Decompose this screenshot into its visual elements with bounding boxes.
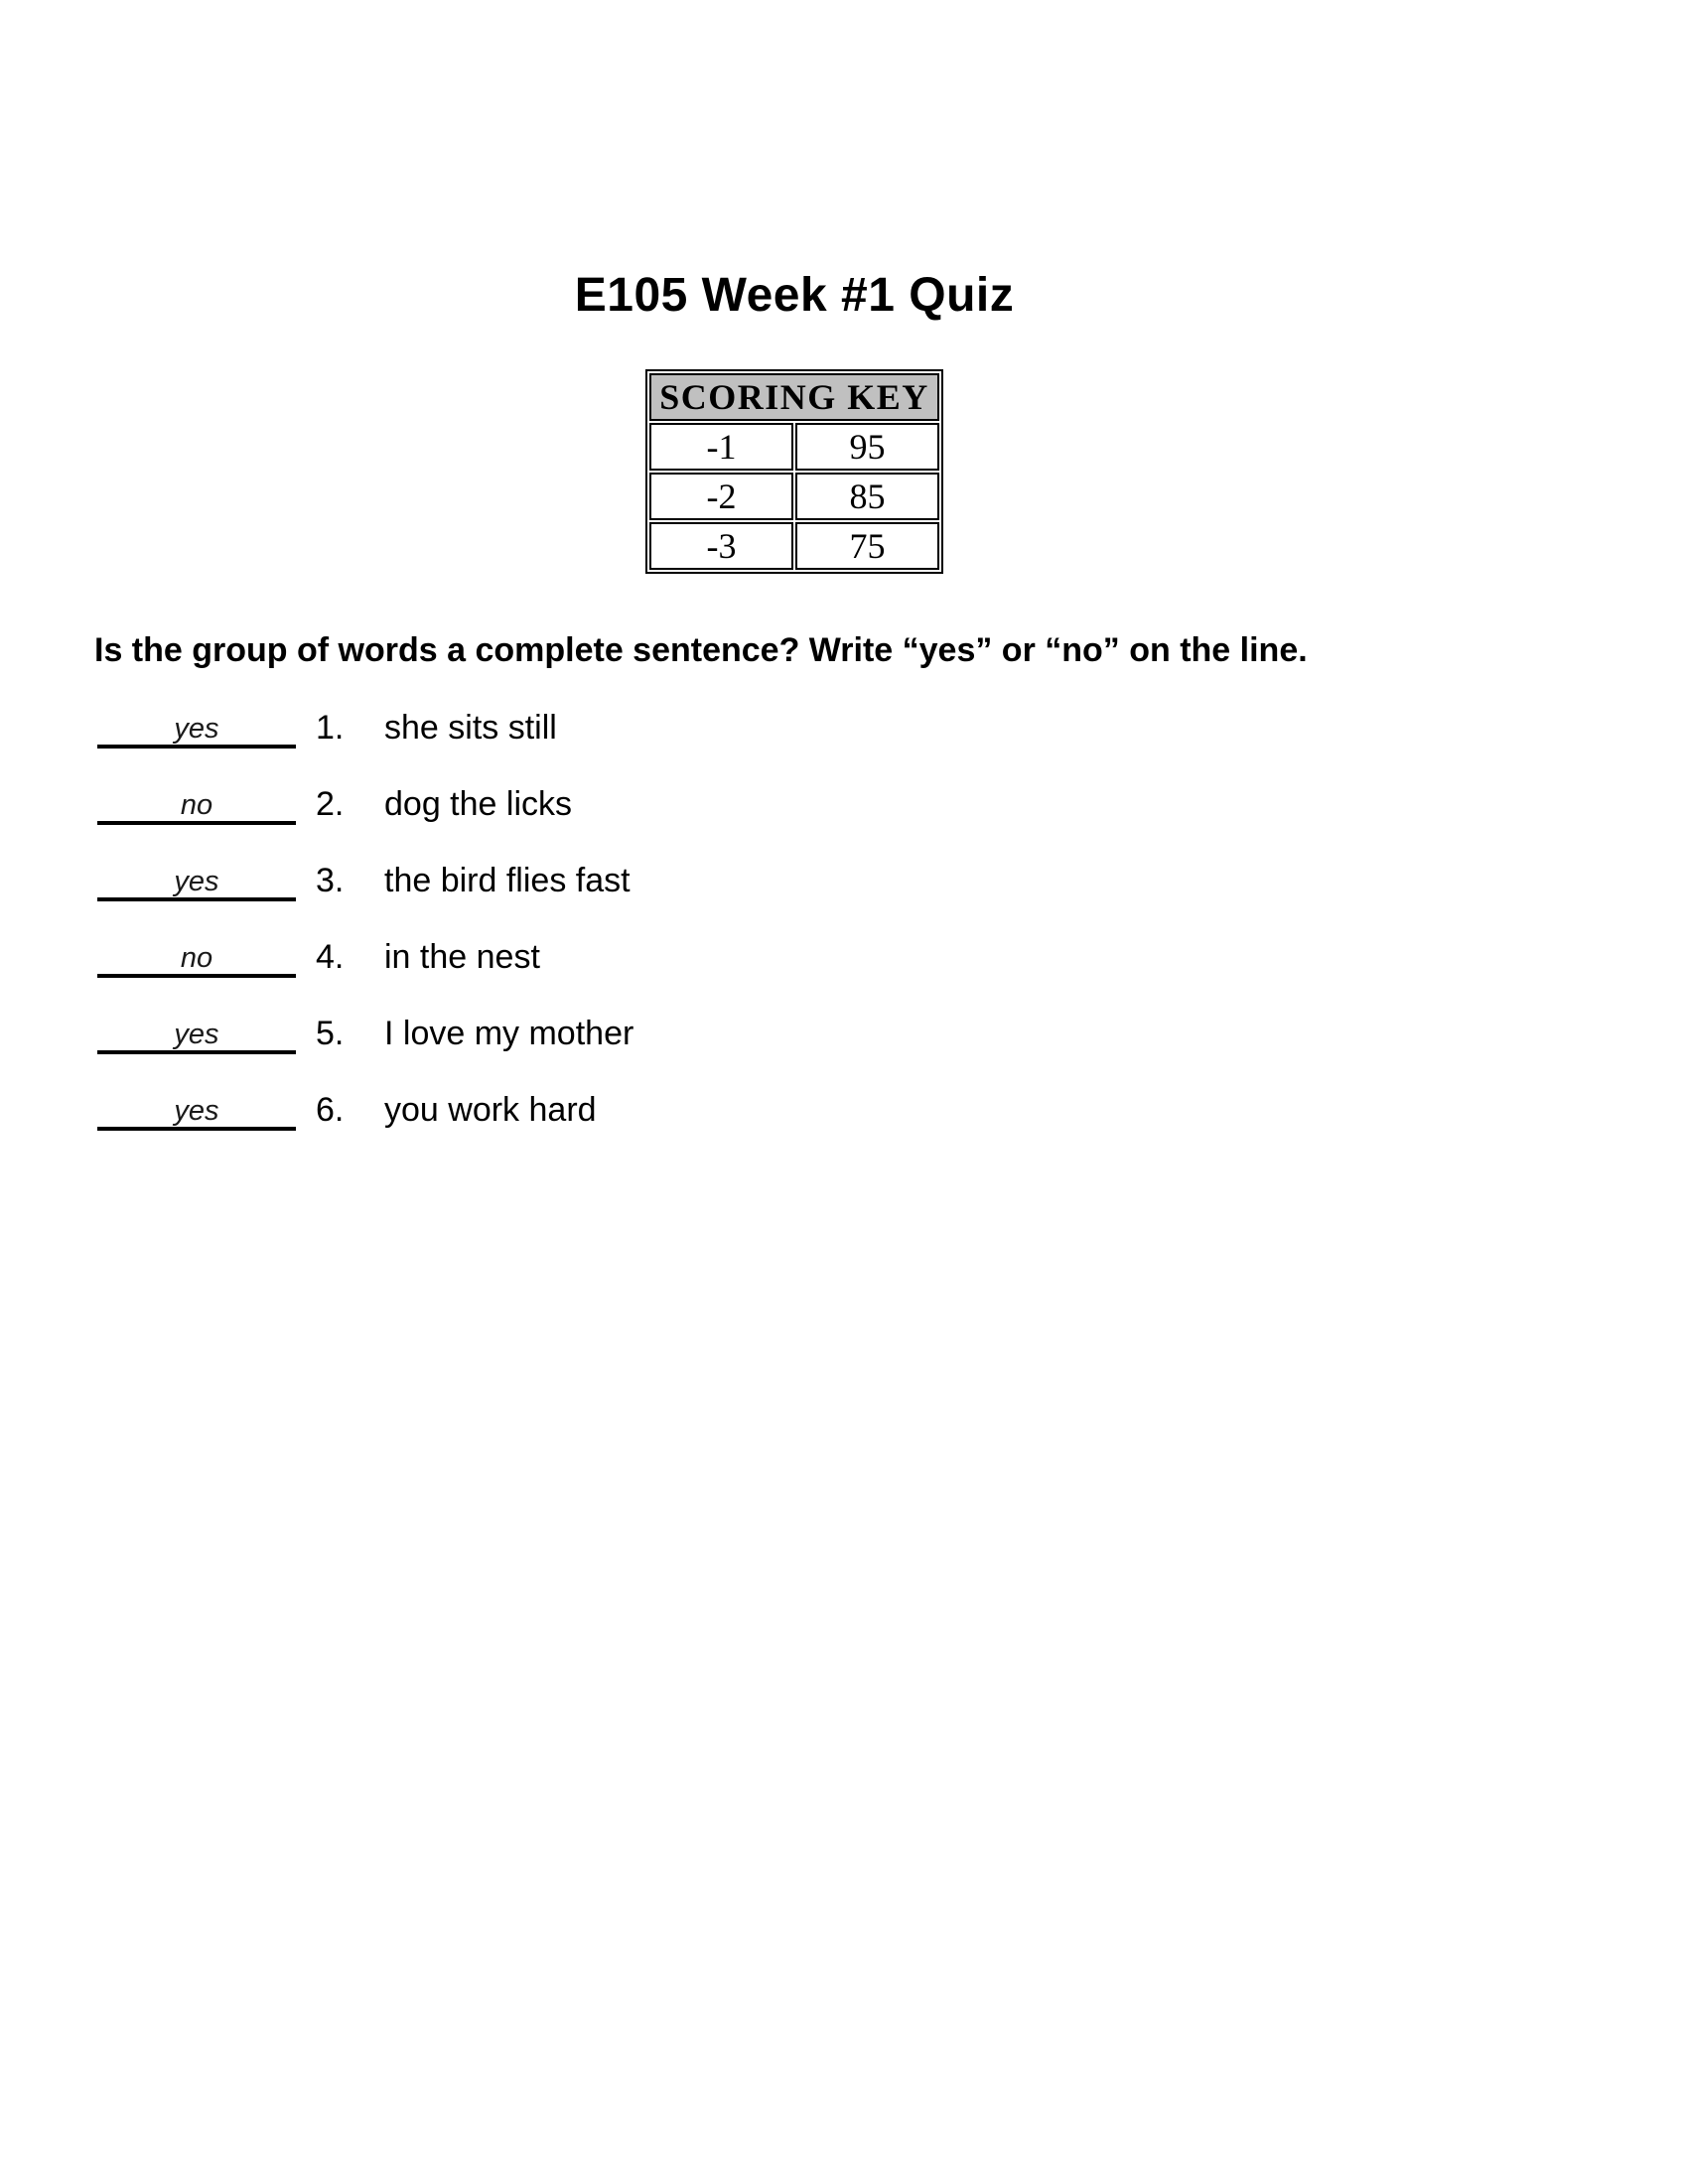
question-text: I love my mother <box>384 1015 634 1052</box>
deduction-cell: -1 <box>649 423 793 471</box>
question-number: 1. <box>316 709 345 747</box>
page-title: E105 Week #1 Quiz <box>574 269 1015 322</box>
question-number: 3. <box>316 862 345 899</box>
quiz-item-3 <box>97 860 631 901</box>
answer-line <box>97 783 296 825</box>
quiz-item-2 <box>97 783 572 825</box>
quiz-item-5 <box>97 1013 633 1054</box>
quiz-item-6 <box>97 1089 597 1131</box>
scoring-key-table <box>645 369 943 574</box>
question-number: 2. <box>316 785 345 823</box>
answer-line <box>97 1013 296 1054</box>
quiz-item-4 <box>97 936 540 978</box>
question-text: dog the licks <box>384 785 572 823</box>
table-row <box>649 423 939 471</box>
answer-text: yes <box>174 1095 219 1127</box>
question-text: she sits still <box>384 709 557 747</box>
question-number: 4. <box>316 938 345 976</box>
scoring-key-header-row <box>649 373 939 421</box>
table-row <box>649 522 939 570</box>
deduction-cell: -2 <box>649 473 793 520</box>
question-number: 6. <box>316 1091 345 1129</box>
question-text: you work hard <box>384 1091 597 1129</box>
score-cell: 75 <box>795 522 939 570</box>
answer-line <box>97 1089 296 1131</box>
answer-text: no <box>180 942 213 974</box>
answer-text: yes <box>174 713 219 745</box>
question-number: 5. <box>316 1015 345 1052</box>
scoring-key-header: SCORING KEY <box>649 373 939 421</box>
question-text: in the nest <box>384 938 540 976</box>
answer-line <box>97 707 296 749</box>
score-cell: 85 <box>795 473 939 520</box>
deduction-cell: -3 <box>649 522 793 570</box>
answer-text: yes <box>174 866 219 897</box>
instruction-text: Is the group of words a complete sentence? Write “yes” or “no” on the line. <box>94 631 1308 669</box>
score-cell: 95 <box>795 423 939 471</box>
table-row <box>649 473 939 520</box>
answer-text: no <box>180 789 213 821</box>
quiz-item-1 <box>97 707 557 749</box>
question-text: the bird flies fast <box>384 862 631 899</box>
answer-line <box>97 860 296 901</box>
answer-line <box>97 936 296 978</box>
answer-text: yes <box>174 1019 219 1050</box>
